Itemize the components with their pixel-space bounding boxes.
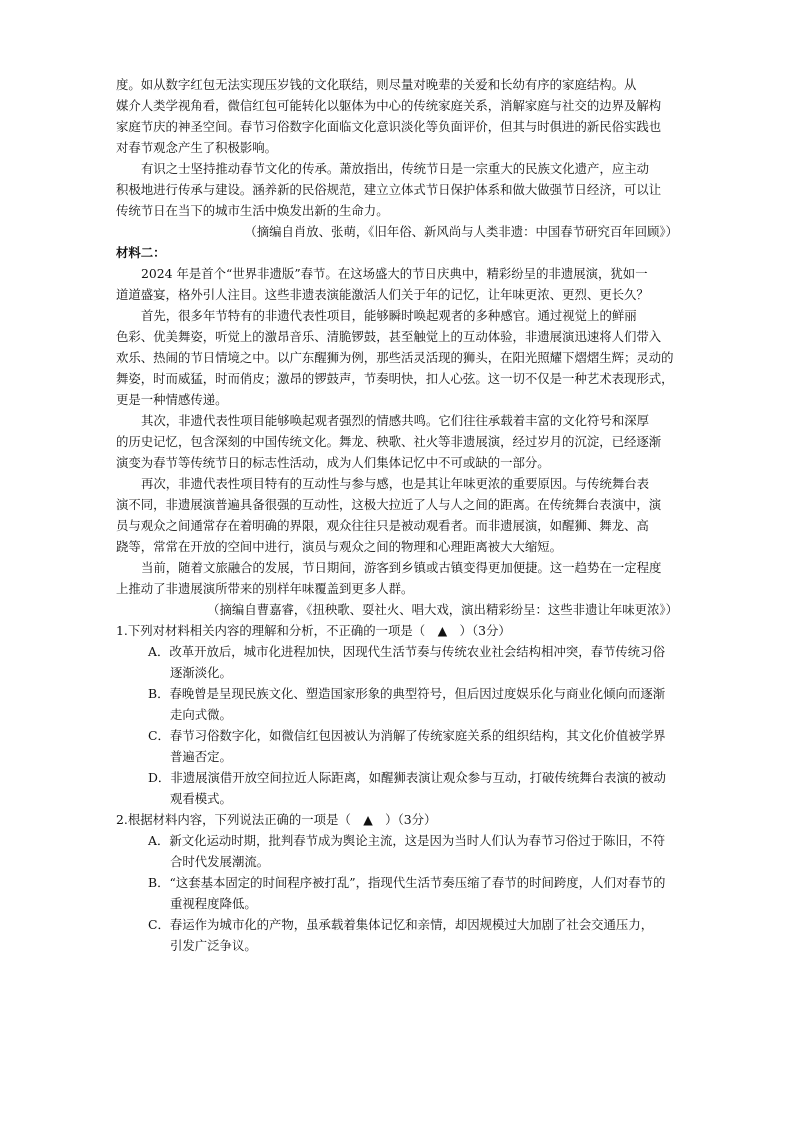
question-option: C．春运作为城市化的产物，虽承载着集体记忆和亲情，却因规模过大加剧了社会交通压力，	[148, 917, 654, 932]
question-option: 观看模式。	[170, 791, 232, 806]
text-line: 当前，随着文旅融合的发展，节日期间，游客到乡镇或古镇变得更加便捷。这一趋势在一定程度	[141, 560, 662, 575]
question-option: B．“这套基本固定的时间程序被打乱”，指现代生活节奏压缩了春节的时间跨度，人们对春节的	[148, 875, 666, 890]
text-line: 对春节观念产生了积极影响。	[116, 140, 278, 155]
question-stem: 1.下列对材料相关内容的理解和分析，不正确的一项是（ ▲ ）（3分）	[116, 623, 511, 638]
question-stem: 2.根据材料内容，下列说法正确的一项是（ ▲ ）（3分）	[116, 812, 437, 827]
text-line: 跷等，常常在开放的空间中进行，演员与观众之间的物理和心理距离被大大缩短。	[116, 539, 563, 554]
section-heading: 材料二：	[116, 245, 166, 260]
text-line: 演变为春节等传统节日的标志性活动，成为人们集体记忆中不可或缺的一部分。	[116, 455, 550, 470]
text-line: 的历史记忆，包含深刻的中国传统文化。舞龙、秧歌、社火等非遗展演，经过岁月的沉淀，已经逐渐	[116, 434, 662, 449]
source-citation: （摘编自曹嘉睿，《扭秧歌、耍社火、唱大戏，演出精彩纷呈：这些非遗让年味更浓》）	[207, 602, 678, 617]
text-line: 度。如从数字红包无法实现压岁钱的文化联结，则尽量对晚辈的关爱和长幼有序的家庭结构。从	[116, 77, 637, 92]
text-line: 家庭节庆的神圣空间。春节习俗数字化面临文化意识淡化等负面评价，但其与时俱进的新民俗实践也	[116, 119, 662, 134]
text-line: 2024 年是首个“世界非遗版”春节。在这场盛大的节日庆典中，精彩纷呈的非遗展演，犹如一	[141, 266, 648, 281]
question-option: 逐渐淡化。	[170, 665, 232, 680]
question-option: 引发广泛争议。	[170, 938, 257, 953]
question-option: C．春节习俗数字化，如微信红包因被认为消解了传统家庭关系的组织结构，其文化价值被学界	[148, 728, 666, 743]
text-line: 有识之士坚持推动春节文化的传承。萧放指出，传统节日是一宗重大的民族文化遗产，应主动	[141, 161, 650, 176]
text-line: 舞姿，时而威猛，时而俏皮；激昂的锣鼓声，节奏明快，扣人心弦。这一切不仅是一种艺术表现形式，	[116, 371, 674, 386]
question-option: 重视程度降低。	[170, 896, 257, 911]
question-option: 普遍否定。	[170, 749, 232, 764]
question-option: B．春晚曾是呈现民族文化、塑造国家形象的典型符号，但后因过度娱乐化与商业化倾向而逐渐	[148, 686, 666, 701]
source-citation: （摘编自肖放、张萌，《旧年俗、新风尚与人类非遗：中国春节研究百年回顾》）	[244, 224, 678, 239]
text-line: 演不同，非遗展演普遍具备很强的互动性，这极大拉近了人与人之间的距离。在传统舞台表演中，演	[116, 497, 662, 512]
text-line: 欢乐、热闹的节日情境之中。以广东醒狮为例，那些活灵活现的狮头，在阳光照耀下熠熠生辉；灵动的	[116, 350, 674, 365]
text-line: 媒介人类学视角看，微信红包可能转化以躯体为中心的传统家庭关系，消解家庭与社交的边界及解构	[116, 98, 662, 113]
question-option: D．非遗展演借开放空间拉近人际距离，如醒狮表演让观众参与互动，打破传统舞台表演的被动	[148, 770, 666, 785]
text-line: 积极地进行传承与建设。涵养新的民俗规范，建立立体式节日保护体系和做大做强节日经济，可以让	[116, 182, 662, 197]
question-option: 合时代发展潮流。	[170, 854, 270, 869]
text-line: 上推动了非遗展演所带来的别样年味覆盖到更多人群。	[116, 581, 414, 596]
text-line: 道道盛宴，格外引人注目。这些非遗表演能激活人们关于年的记忆，让年味更浓、更烈、更长久？	[116, 287, 649, 302]
question-option: A．改革开放后，城市化进程加快，因现代生活节奏与传统农业社会结构相冲突，春节传统习俗	[148, 644, 665, 659]
text-line: 更是一种情感传递。	[116, 392, 228, 407]
text-line: 再次，非遗代表性项目特有的互动性与参与感，也是其让年味更浓的重要原因。与传统舞台表	[141, 476, 650, 491]
text-line: 色彩、优美舞姿，听觉上的激昂音乐、清脆锣鼓，甚至触觉上的互动体验，非遗展演迅速将人们带入	[116, 329, 662, 344]
text-line: 员与观众之间通常存在着明确的界限，观众往往只是被动观看者。而非遗展演，如醒狮、舞龙、高	[116, 518, 649, 533]
text-line: 传统节日在当下的城市生活中焕发出新的生命力。	[116, 203, 389, 218]
text-line: 首先，很多年节特有的非遗代表性项目，能够瞬时唤起观者的多种感官。通过视觉上的鲜丽	[141, 308, 637, 323]
question-option: A．新文化运动时期，批判春节成为舆论主流，这是因为当时人们认为春节习俗过于陈旧，不符	[148, 833, 665, 848]
question-option: 走向式微。	[170, 707, 232, 722]
text-line: 其次，非遗代表性项目能够唤起观者强烈的情感共鸣。它们往往承载着丰富的文化符号和深厚	[141, 413, 650, 428]
exam-page	[116, 74, 678, 956]
